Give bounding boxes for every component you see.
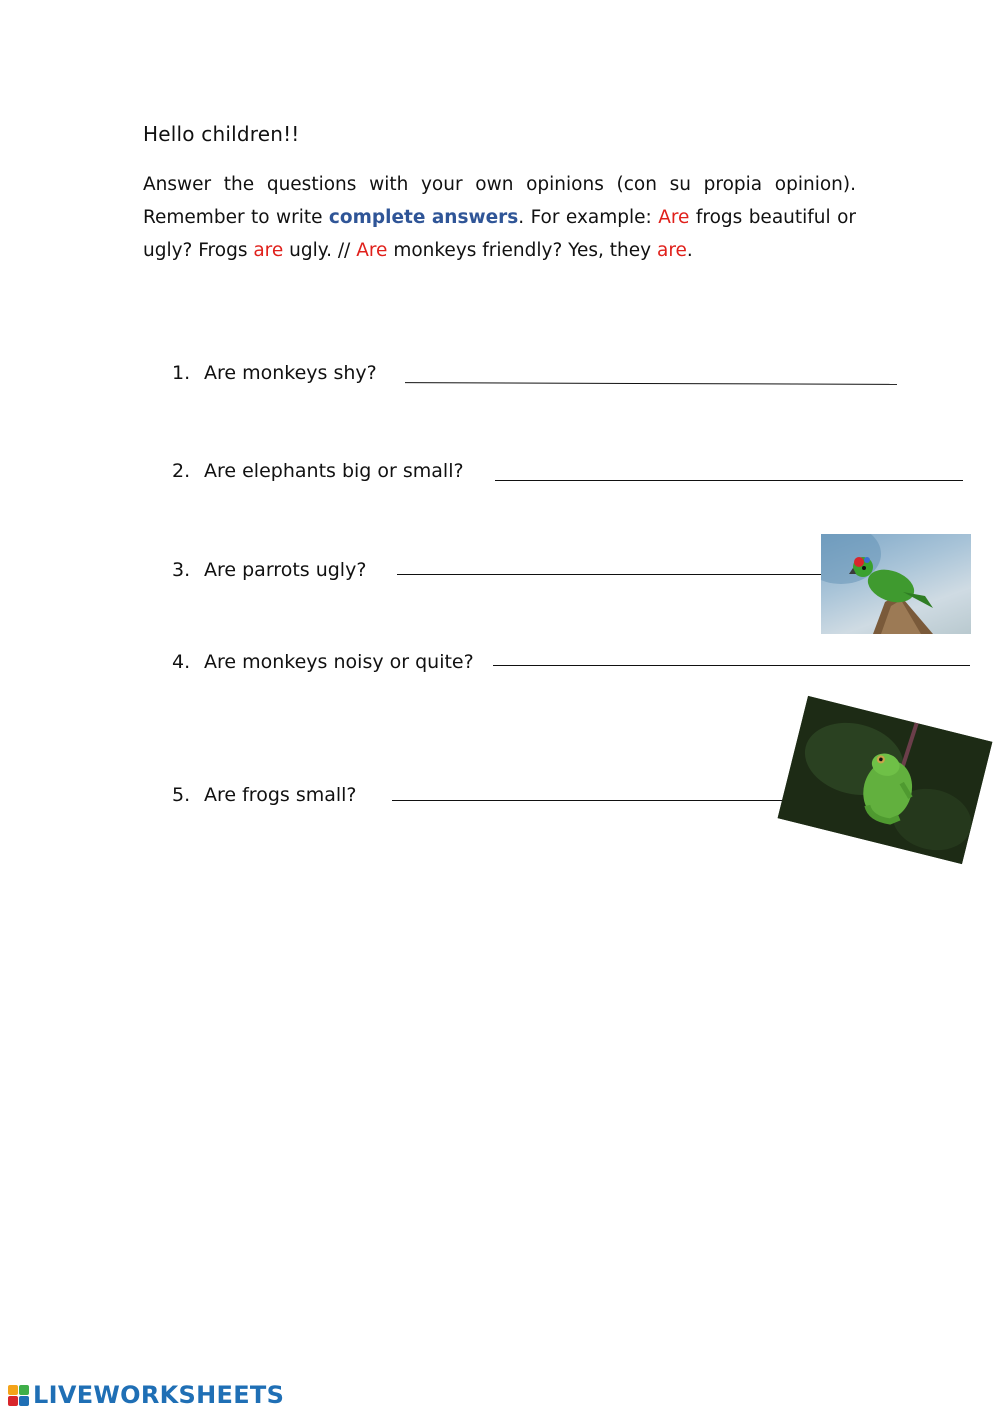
frog-photo — [778, 696, 993, 864]
question-text: Are monkeys noisy or quite? — [204, 651, 474, 673]
question-text: Are elephants big or small? — [204, 460, 464, 482]
answer-field-4[interactable] — [493, 665, 970, 666]
greeting: Hello children!! — [143, 122, 300, 146]
answer-field-3[interactable] — [397, 574, 822, 575]
question-number: 4. — [172, 651, 191, 673]
answer-field-5[interactable] — [392, 800, 787, 801]
question-2 — [172, 460, 464, 482]
instructions-text: . — [686, 240, 693, 261]
instructions — [143, 168, 856, 267]
question-number: 5. — [172, 784, 191, 806]
highlight-are: Are — [356, 240, 388, 261]
highlight-are: Are — [658, 207, 690, 228]
question-3 — [172, 559, 366, 581]
instructions-text: frogs beautiful or ugly? Frogs — [143, 207, 856, 261]
question-number: 1. — [172, 362, 191, 384]
instructions-text: . For example: — [518, 207, 659, 228]
question-5 — [172, 784, 357, 806]
question-text: Are frogs small? — [204, 784, 357, 806]
frog-image — [778, 696, 993, 864]
answer-field-1[interactable] — [405, 382, 897, 385]
instructions-text: Answer the questions with your own opinions (con su propia opinion). Remember to write — [143, 174, 856, 228]
question-4 — [172, 651, 474, 673]
question-1 — [172, 362, 377, 384]
instructions-text: monkeys friendly? Yes, they — [387, 240, 657, 261]
question-number: 2. — [172, 460, 191, 482]
highlight-answers: answers — [431, 207, 519, 228]
highlight-are: are — [657, 240, 687, 261]
answer-field-2[interactable] — [495, 480, 963, 481]
parrot-photo — [821, 534, 971, 634]
question-number: 3. — [172, 559, 191, 581]
question-text: Are monkeys shy? — [204, 362, 377, 384]
highlight-are: are — [253, 240, 284, 261]
question-text: Are parrots ugly? — [204, 559, 367, 581]
parrot-image — [821, 534, 971, 634]
logo-mark-icon — [8, 1385, 29, 1406]
instructions-text: ugly. // — [283, 240, 357, 261]
highlight-complete: complete — [328, 207, 426, 228]
logo-text: LIVEWORKSHEETS — [33, 1381, 285, 1409]
liveworksheets-logo — [8, 1380, 284, 1410]
